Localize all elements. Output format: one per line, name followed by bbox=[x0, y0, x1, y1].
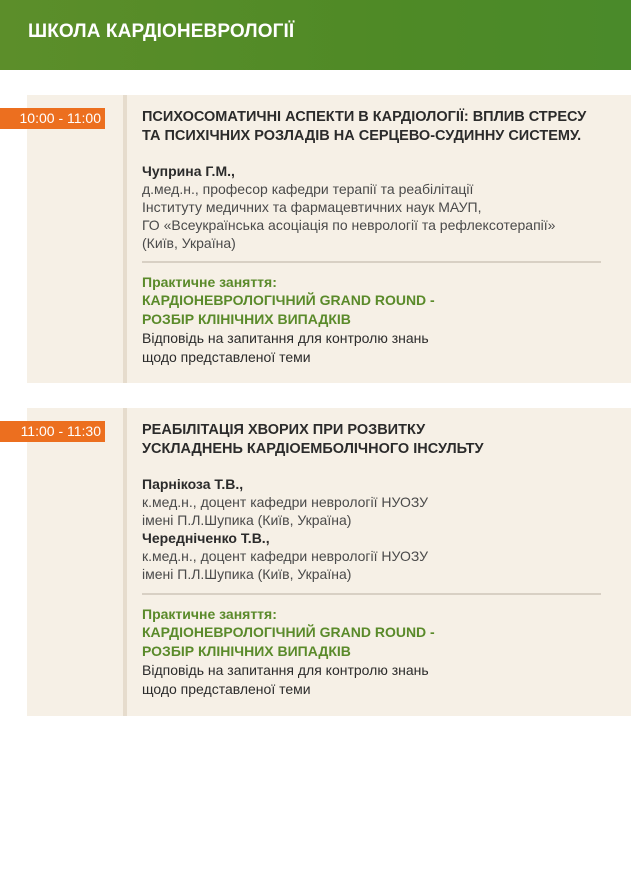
practical-title: КАРДІОНЕВРОЛОГІЧНИЙ GRAND ROUND - bbox=[142, 292, 435, 308]
speaker-affiliation: к.мед.н., доцент кафедри неврології НУОЗУ bbox=[142, 494, 429, 510]
practical-description: Відповідь на запитання для контролю знань bbox=[142, 330, 429, 346]
session-card bbox=[20, 408, 631, 716]
practical-label: Практичне заняття: bbox=[142, 606, 277, 622]
practical-description: Відповідь на запитання для контролю знань bbox=[142, 662, 429, 678]
practical-block bbox=[142, 605, 435, 699]
speaker-affiliation: д.мед.н., професор кафедри терапії та реабілітації bbox=[142, 181, 474, 197]
speaker-name: Чередніченко Т.В., bbox=[142, 530, 270, 546]
speaker-affiliation: Інституту медичних та фармацевтичних наук МАУП, bbox=[142, 199, 482, 215]
session-title bbox=[142, 108, 586, 146]
section-divider bbox=[142, 261, 601, 263]
time-badge: 10:00 - 11:00 bbox=[0, 108, 105, 129]
title-line: ТА ПСИХІЧНИХ РОЗЛАДІВ НА СЕРЦЕВО-СУДИННУ СИСТЕМУ. bbox=[142, 128, 582, 144]
session-title bbox=[142, 421, 483, 459]
title-line: УСКЛАДНЕНЬ КАРДІОЕМБОЛІЧНОГО ІНСУЛЬТУ bbox=[142, 441, 484, 457]
speaker-affiliation: імені П.Л.Шупика (Київ, Україна) bbox=[142, 566, 352, 582]
section-divider bbox=[142, 593, 601, 595]
session-divider bbox=[123, 408, 127, 716]
page-header bbox=[0, 0, 631, 70]
speaker-name: Чуприна Г.М., bbox=[142, 163, 235, 179]
speaker-block bbox=[142, 162, 555, 252]
practical-title: РОЗБІР КЛІНІЧНИХ ВИПАДКІВ bbox=[142, 643, 351, 659]
practical-description: щодо представленої теми bbox=[142, 681, 311, 697]
practical-title: РОЗБІР КЛІНІЧНИХ ВИПАДКІВ bbox=[142, 311, 351, 327]
title-line: РЕАБІЛІТАЦІЯ ХВОРИХ ПРИ РОЗВИТКУ bbox=[142, 422, 426, 438]
session-divider bbox=[123, 95, 127, 383]
speaker-block bbox=[142, 475, 428, 583]
page-title: ШКОЛА КАРДІОНЕВРОЛОГІЇ bbox=[28, 21, 295, 42]
speaker-name: Парнікоза Т.В., bbox=[142, 476, 244, 492]
practical-description: щодо представленої теми bbox=[142, 349, 311, 365]
practical-label: Практичне заняття: bbox=[142, 274, 277, 290]
speaker-affiliation: к.мед.н., доцент кафедри неврології НУОЗУ bbox=[142, 548, 429, 564]
session-card bbox=[19, 95, 631, 383]
practical-block bbox=[142, 273, 435, 367]
speaker-affiliation: (Київ, Україна) bbox=[142, 235, 236, 251]
time-badge: 11:00 - 11:30 bbox=[0, 421, 105, 442]
speaker-affiliation: ГО «Всеукраїнська асоціація по неврології та рефлексотерапії» bbox=[142, 217, 556, 233]
speaker-affiliation: імені П.Л.Шупика (Київ, Україна) bbox=[142, 512, 352, 528]
title-line: ПСИХОСОМАТИЧНІ АСПЕКТИ В КАРДІОЛОГІЇ: ВПЛИВ СТРЕСУ bbox=[142, 109, 587, 125]
practical-title: КАРДІОНЕВРОЛОГІЧНИЙ GRAND ROUND - bbox=[142, 624, 435, 640]
